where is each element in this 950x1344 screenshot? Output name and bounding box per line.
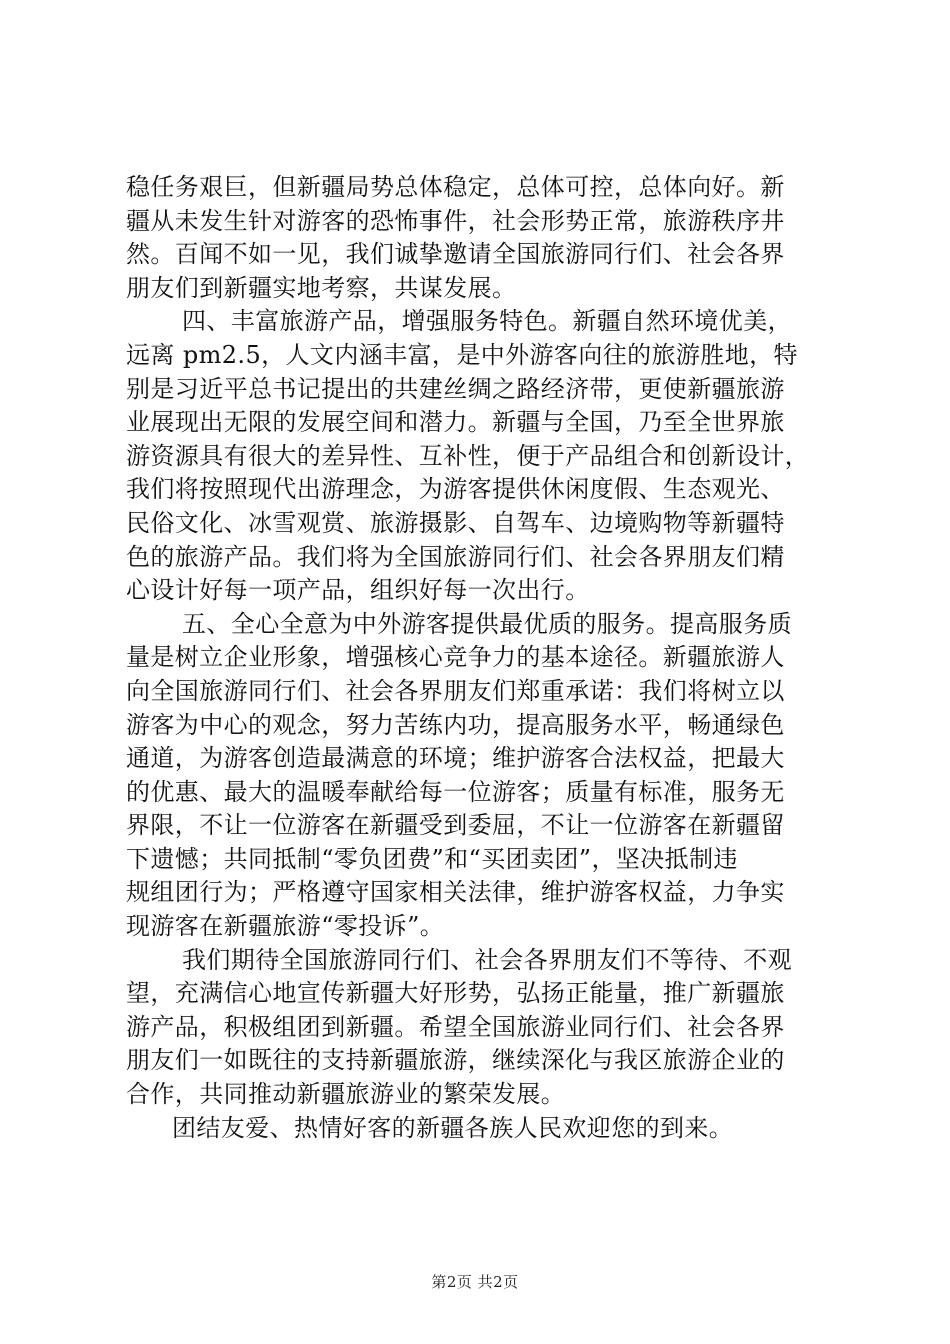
paragraph-start-line: 四、丰富旅游产品，增强服务特色。新疆自然环境优美， xyxy=(182,307,792,336)
text-line: 我们将按照现代出游理念，为游客提供休闲度假、生态观光、 xyxy=(126,475,785,504)
text-line: 下遗憾；共同抵制“零负团费”和“买团卖团”，坚决抵制违 xyxy=(126,844,738,873)
text-line: 游产品，积极组团到新疆。希望全国旅游业同行们、社会各界 xyxy=(126,1012,785,1041)
text-line: 的优惠、最大的温暖奉献给每一位游客；质量有标准，服务无 xyxy=(126,777,785,806)
text-line: 界限，不让一位游客在新疆受到委屈，不让一位游客在新疆留 xyxy=(126,811,785,840)
paragraph-start-line: 五、全心全意为中外游客提供最优质的服务。提高服务质 xyxy=(182,609,792,638)
text-line: 量是树立企业形象，增强核心竞争力的基本途径。新疆旅游人 xyxy=(126,643,785,672)
document-body xyxy=(126,171,832,1145)
text-line: 心设计好每一项产品，组织好每一次出行。 xyxy=(126,576,590,605)
text-line: 朋友们一如既往的支持新疆旅游，继续深化与我区旅游企业的 xyxy=(126,1046,785,1075)
page-number-footer: 第2页 共2页 xyxy=(431,1273,519,1291)
text-line: 民俗文化、冰雪观赏、旅游摄影、自驾车、边境购物等新疆特 xyxy=(126,508,785,537)
text-line: 望，充满信心地宣传新疆大好形势，弘扬正能量，推广新疆旅 xyxy=(126,979,785,1008)
text-line: 然。百闻不如一见，我们诚挚邀请全国旅游同行们、社会各界 xyxy=(126,240,785,269)
text-line: 合作，共同推动新疆旅游业的繁荣发展。 xyxy=(126,1080,566,1109)
text-line: 规组团行为；严格遵守国家相关法律，维护游客权益，力争实 xyxy=(126,878,785,907)
text-line: 游资源具有很大的差异性、互补性，便于产品组合和创新设计， xyxy=(126,441,810,470)
text-line: 色的旅游产品。我们将为全国旅游同行们、社会各界朋友们精 xyxy=(126,542,785,571)
paragraph-start-line: 我们期待全国旅游同行们、社会各界朋友们不等待、不观 xyxy=(182,945,792,974)
text-line: 向全国旅游同行们、社会各界朋友们郑重承诺：我们将树立以 xyxy=(126,676,785,705)
paragraph-start-line: 团结友爱、热情好客的新疆各族人民欢迎您的到来。 xyxy=(172,1113,734,1142)
text-line: 别是习近平总书记提出的共建丝绸之路经济带，更使新疆旅游 xyxy=(126,374,785,403)
text-line: 业展现出无限的发展空间和潜力。新疆与全国，乃至全世界旅 xyxy=(126,408,785,437)
text-line: 远离 pm2.5，人文内涵丰富，是中外游客向往的旅游胜地，特 xyxy=(126,340,798,369)
text-line: 疆从未发生针对游客的恐怖事件，社会形势正常，旅游秩序井 xyxy=(126,206,785,235)
text-line: 通道，为游客创造最满意的环境；维护游客合法权益，把最大 xyxy=(126,744,785,773)
text-line: 现游客在新疆旅游“零投诉”。 xyxy=(126,912,445,941)
text-line: 朋友们到新疆实地考察，共谋发展。 xyxy=(126,273,517,302)
text-line: 游客为中心的观念，努力苦练内功，提高服务水平，畅通绿色 xyxy=(126,710,785,739)
text-line: 稳任务艰巨，但新疆局势总体稳定，总体可控，总体向好。新 xyxy=(126,173,785,201)
